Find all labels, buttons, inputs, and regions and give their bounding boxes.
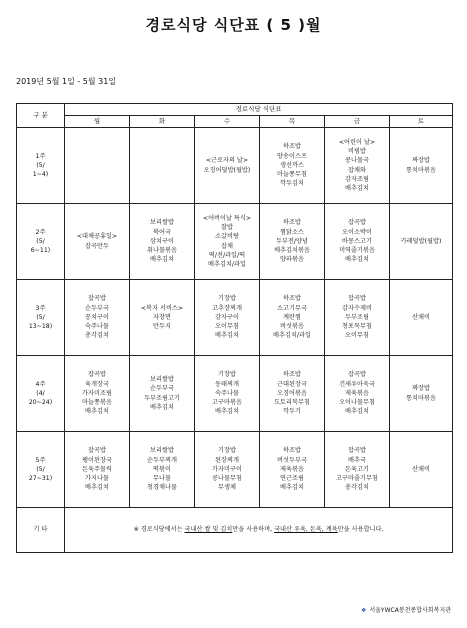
- menu-item: 무나물: [153, 475, 171, 483]
- menu-cell: [195, 432, 260, 508]
- menu-item: 감자구이: [215, 313, 239, 321]
- menu-item: 돈육주물럭: [82, 465, 112, 473]
- menu-item: 두부조림고기: [144, 394, 180, 402]
- menu-cell: [195, 356, 260, 432]
- menu-item: 순두부찌개: [147, 456, 177, 464]
- menu-item: 통치마볶음: [406, 166, 436, 174]
- menu-item: 잡곡밥: [88, 371, 106, 379]
- week-label: 4주 (4/ 20~24): [17, 356, 65, 432]
- menu-item: 소갈비탕: [215, 233, 239, 241]
- menu-item: 계란찜: [283, 313, 301, 321]
- menu-item: 육개장국: [85, 380, 109, 388]
- menu-cell: [65, 128, 130, 204]
- menu-item: 돈육고기: [345, 465, 369, 473]
- menu-item: 연근조림: [280, 475, 304, 483]
- gubun-header: 구 분: [17, 104, 65, 128]
- menu-item: 카레덮밥(월밥): [400, 237, 442, 245]
- menu-item: 배추김치: [345, 185, 369, 193]
- menu-item: 배추김치: [345, 256, 369, 264]
- menu-item: <대체공휴일>: [76, 233, 118, 241]
- menu-item: 보리쌀밥: [150, 219, 174, 227]
- menu-item: 배추김치: [85, 484, 109, 492]
- menu-cell: [260, 204, 325, 280]
- menu-item: 잡곡밥: [88, 295, 106, 303]
- note-label: 기 타: [17, 508, 65, 553]
- menu-item: 오이무침: [215, 323, 239, 331]
- menu-item: 오이나물무침: [339, 399, 375, 407]
- menu-item: 오이무침: [345, 332, 369, 340]
- menu-item: <근로자의 날>: [205, 157, 249, 165]
- footer-organization: ❖ 서울YWCA봉천종합사회복지관: [360, 607, 451, 614]
- menu-item: 배추김치볶음: [274, 247, 310, 255]
- menu-item: 도토리묵무침: [274, 399, 310, 407]
- menu-cell: [260, 432, 325, 508]
- menu-item: 건새우아욱국: [339, 380, 375, 388]
- menu-cell: [130, 204, 195, 280]
- menu-item: 찰밥: [221, 223, 233, 231]
- menu-cell: [130, 356, 195, 432]
- menu-cell: [390, 204, 453, 280]
- menu-item: 가자미구이: [212, 465, 242, 473]
- menu-item: 배추김치: [280, 484, 304, 492]
- menu-item: 잡채: [221, 242, 233, 250]
- menu-item: 하조밥: [283, 143, 301, 151]
- menu-cell: [65, 356, 130, 432]
- menu-item: 비빔밥: [348, 147, 366, 155]
- menu-item: 미역줄기볶음: [339, 247, 375, 255]
- day-header: 토: [390, 116, 453, 128]
- menu-item: 자장면: [153, 313, 171, 321]
- menu-item: 양파볶음: [280, 256, 304, 264]
- day-header: 금: [325, 116, 390, 128]
- menu-item: 배추김치: [150, 256, 174, 264]
- menu-cell: [260, 128, 325, 204]
- menu-cell: [325, 128, 390, 204]
- menu-item: 잡채와: [348, 166, 366, 174]
- menu-item: 잡곡만두: [85, 242, 109, 250]
- day-header: 수: [195, 116, 260, 128]
- menu-item: 꽁치구이: [85, 313, 109, 321]
- menu-cell: [390, 356, 453, 432]
- menu-item: 양송이스프: [277, 152, 307, 160]
- menu-item: 순두부국: [85, 304, 109, 312]
- menu-item: 떡/전/과일/떡: [208, 251, 246, 259]
- ywca-logo-icon: ❖: [360, 607, 367, 614]
- menu-cell: [195, 128, 260, 204]
- menu-cell: [130, 128, 195, 204]
- menu-item: 오이소박이: [342, 228, 372, 236]
- menu-item: 깍두김치: [280, 180, 304, 188]
- menu-item: 고구마볶음: [212, 399, 242, 407]
- menu-item: 산채비: [412, 313, 430, 321]
- menu-cell: [260, 280, 325, 356]
- day-header: 목: [260, 116, 325, 128]
- menu-item: 기장밥: [218, 371, 236, 379]
- menu-item: 짜장밥: [412, 385, 430, 393]
- menu-item: 청포묵무침: [342, 323, 372, 331]
- page-title: 경로식당 식단표 ( 5 )월: [145, 16, 322, 34]
- menu-cell: [130, 432, 195, 508]
- menu-item: <어버이날 특식>: [202, 214, 252, 222]
- menu-item: 청경채나물: [147, 484, 177, 492]
- menu-item: 잡곡밥: [348, 295, 366, 303]
- table-title-header: 경로식당 식단표: [65, 104, 453, 116]
- menu-item: 배추김치/과일: [208, 261, 246, 269]
- menu-cell: [325, 432, 390, 508]
- menu-item: 순두부국: [150, 385, 174, 393]
- menu-cell: [195, 204, 260, 280]
- menu-item: 배추국: [348, 456, 366, 464]
- menu-item: 오징어덮밥(월밥): [203, 166, 251, 174]
- menu-item: 배추김치: [85, 408, 109, 416]
- menu-item: <복지 서비스>: [140, 304, 184, 312]
- week-row: [17, 432, 453, 508]
- menu-item: 배추김치: [215, 332, 239, 340]
- menu-item: 두부전/양념: [276, 237, 308, 245]
- menu-cell: [390, 128, 453, 204]
- menu-item: 제육볶음: [280, 465, 304, 473]
- menu-item: 잡곡밥: [88, 447, 106, 455]
- menu-item: 짜장밥: [412, 157, 430, 165]
- menu-item: 오징어볶음: [277, 389, 307, 397]
- menu-cell: [390, 432, 453, 508]
- menu-cell: [65, 280, 130, 356]
- menu-item: 기장밥: [218, 295, 236, 303]
- week-label: 1주 (5/ 1~4): [17, 128, 65, 204]
- menu-item: 가지나물: [85, 475, 109, 483]
- menu-cell: [195, 280, 260, 356]
- menu-item: 된장찌개: [215, 456, 239, 464]
- menu-item: 총각김치: [345, 484, 369, 492]
- menu-item: 깍두기: [283, 408, 301, 416]
- menu-cell: [325, 280, 390, 356]
- menu-item: 하조밥: [283, 219, 301, 227]
- menu-item: 두부조림: [345, 313, 369, 321]
- menu-item: 잡곡밥: [348, 371, 366, 379]
- note-text: ※ 경로식당에서는 국내산 쌀 및 김치만을 사용하며, 국내산 우육, 돈육, 계육만을 사용합니다.: [65, 508, 453, 553]
- menu-item: 소고기무국: [277, 304, 307, 312]
- menu-cell: [65, 432, 130, 508]
- week-row: [17, 204, 453, 280]
- menu-cell: [130, 280, 195, 356]
- date-range: 2019년 5월 1일 - 5월 31일: [16, 77, 117, 86]
- menu-item: 하조밥: [283, 295, 301, 303]
- menu-item: 배추김치: [345, 408, 369, 416]
- menu-cell: [325, 204, 390, 280]
- menu-item: 숙주나물: [215, 389, 239, 397]
- menu-item: 통치마볶음: [406, 394, 436, 402]
- menu-item: 버섯볶음: [280, 323, 304, 331]
- menu-item: 감자수제비: [342, 304, 372, 312]
- week-row: [17, 128, 453, 204]
- menu-item: 감자조림: [345, 175, 369, 183]
- week-row: [17, 356, 453, 432]
- menu-item: 동태찌개: [215, 380, 239, 388]
- menu-item: 숙주나물: [85, 323, 109, 331]
- menu-item: 마늘쫑무침: [277, 171, 307, 179]
- menu-item: 잡곡밥: [348, 447, 366, 455]
- menu-item: 배추김치/과일: [273, 332, 311, 340]
- day-header: 월: [65, 116, 130, 128]
- menu-item: 북어국: [153, 228, 171, 236]
- menu-item: 찜닭소스: [280, 228, 304, 236]
- menu-item: 가자미조림: [82, 389, 112, 397]
- menu-item: 총각김치: [85, 332, 109, 340]
- menu-item: 제육볶음: [345, 389, 369, 397]
- menu-item: 잡곡밥: [348, 219, 366, 227]
- menu-item: 근대된장국: [277, 380, 307, 388]
- menu-item: 콩나물국: [345, 157, 369, 165]
- menu-item: 배추김치: [215, 408, 239, 416]
- week-label: 3주 (5/ 13~18): [17, 280, 65, 356]
- menu-cell: [325, 356, 390, 432]
- menu-item: 취나물볶음: [147, 247, 177, 255]
- menu-cell: [390, 280, 453, 356]
- menu-item: 팽이된장국: [82, 456, 112, 464]
- menu-item: 바몽스고기: [342, 237, 372, 245]
- menu-item: 보리쌀밥: [150, 375, 174, 383]
- menu-item: 만두지: [153, 323, 171, 331]
- menu-item: <어린이 날>: [338, 138, 376, 146]
- day-header: 화: [130, 116, 195, 128]
- menu-item: 고구마줄기무침: [336, 475, 378, 483]
- menu-item: 생선까스: [280, 161, 304, 169]
- menu-item: 고추장찌개: [212, 304, 242, 312]
- week-label: 2주 (5/ 6~11): [17, 204, 65, 280]
- menu-item: 콩나물무침: [212, 475, 242, 483]
- menu-item: 무생채: [218, 484, 236, 492]
- menu-item: 기장밥: [218, 447, 236, 455]
- menu-item: 산채비: [412, 465, 430, 473]
- menu-item: 하조밥: [283, 447, 301, 455]
- menu-item: 버섯두부국: [277, 456, 307, 464]
- menu-item: 마늘쫑볶음: [82, 399, 112, 407]
- menu-table: [16, 103, 453, 553]
- menu-item: 떡볶이: [153, 465, 171, 473]
- week-label: 5주 (5/ 27~31): [17, 432, 65, 508]
- menu-item: 보리쌀밥: [150, 447, 174, 455]
- week-row: [17, 280, 453, 356]
- menu-cell: [260, 356, 325, 432]
- menu-item: 배추김치: [150, 403, 174, 411]
- menu-item: 하조밥: [283, 371, 301, 379]
- menu-cell: [65, 204, 130, 280]
- menu-item: 삼치구이: [150, 237, 174, 245]
